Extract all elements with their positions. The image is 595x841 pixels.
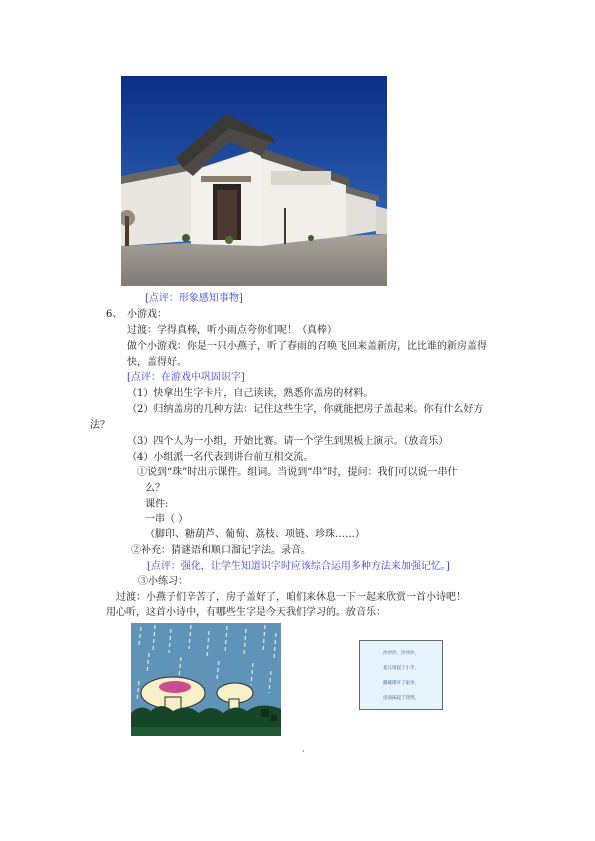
step-3: （3）四个人为一小组，开始比赛。请一个学生到黑板上演示。（放音乐） <box>127 436 449 447</box>
poem-line-2: 花儿用起了小手， <box>383 666 419 671</box>
transition-line: 过渡：学得真棒，听小雨点夸你们呢！（真棒） <box>127 325 337 336</box>
sub-2: ②补充：猜谜语和顺口溜记字法。录音。 <box>131 545 311 556</box>
courtyard-house-photo <box>121 76 387 286</box>
poem-line-1: 沙沙沙，沙沙沙， <box>383 651 419 656</box>
sub-3: ③小练习： <box>138 576 188 587</box>
poem-card <box>359 640 443 710</box>
page-mark: · <box>302 747 305 756</box>
step-2-line-2: 法？ <box>90 420 110 431</box>
comment-reinforce: [点评：强化，让学生知道识字时应该综合运用多种方法来加强记忆。] <box>147 561 450 572</box>
transition-2-line-1: 过渡：小燕子们辛苦了，房子盖好了，咱们来休息一下一起来欣赏一首小诗吧！ <box>116 592 466 603</box>
sub-1-line-1: ①说到“珠”时出示课件。组词。当说到“串”时，提问：我们可以说一串什 <box>137 467 458 478</box>
comment-perception: [点评：形象感知事物] <box>145 293 243 304</box>
step-2-line-1: （2）归纳盖房的几种方法：记住这些生字，你就能把房子盖起来。你有什么好方 <box>127 404 484 415</box>
game-line-1: 做个小游戏：你是一只小燕子，听了春雨的召唤飞回来盖新房，比比谁的新房盖得 <box>127 341 487 352</box>
fill-answers: （脚印、糖葫芦、葡萄、荔枝、项链、珍珠……） <box>145 529 365 540</box>
sub-1-line-2: 么？ <box>145 483 165 494</box>
fill-blank: 一串（ ） <box>145 514 189 525</box>
step-1: （1）快拿出生字卡片，自己读读，熟悉你盖房的材料。 <box>127 388 374 399</box>
game-line-2: 快，盖得好。 <box>127 357 187 368</box>
courseware-label: 课件: <box>145 499 169 510</box>
transition-2-line-2: 用心听，这首小诗中，有哪些生字是今天我们学习的。放音乐： <box>106 607 386 618</box>
poem-line-4: 房顶抹起了铃铛。 <box>383 696 419 701</box>
section-title: 小游戏： <box>127 309 167 320</box>
rain-mushroom-picture <box>131 623 281 736</box>
section-number: 6、 <box>106 309 123 320</box>
step-4: （4）小组派一名代表到讲台前互相交流。 <box>127 452 314 463</box>
comment-game: [点评：在游戏中巩固识字] <box>127 372 245 383</box>
poem-line-3: 蘑菇撑开了雨伞， <box>383 681 419 686</box>
